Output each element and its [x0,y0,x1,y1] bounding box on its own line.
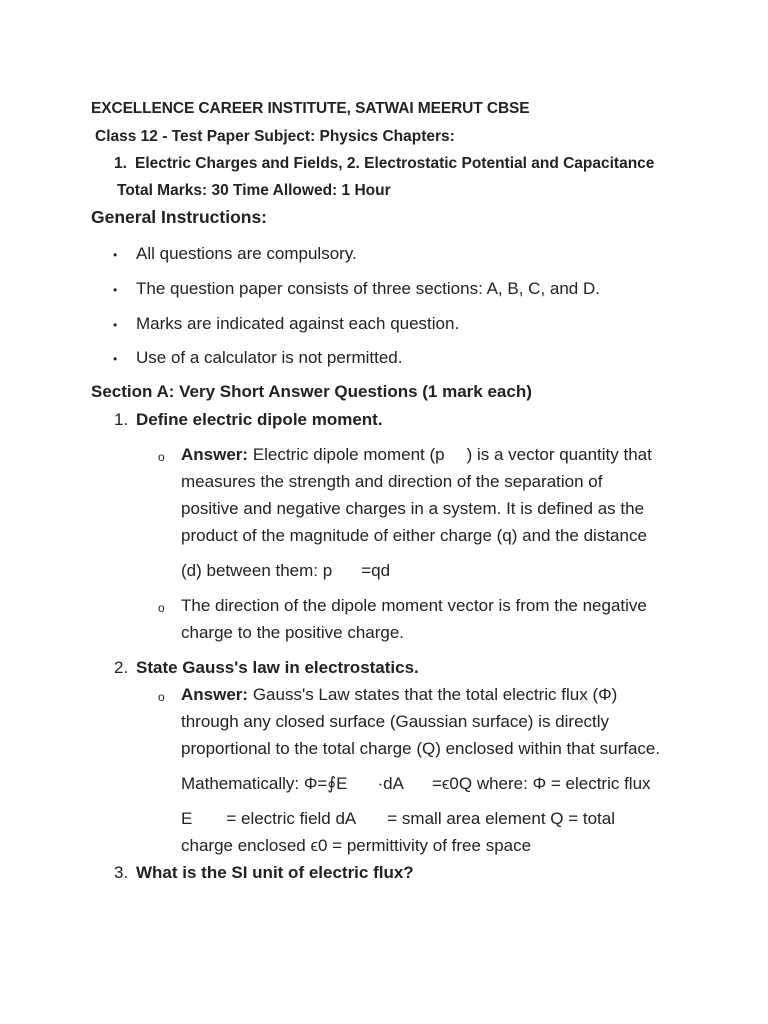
definition-line: charge enclosed ϵ0 = permittivity of free space [181,836,532,855]
formula-part: Mathematically: Φ=∮E [181,774,348,793]
instruction-item: Use of a calculator is not permitted. [136,348,403,367]
section-a-heading: Section A: Very Short Answer Questions (1 mark each) [91,382,532,401]
question-number: 2. [114,658,129,677]
answer-line: product of the magnitude of either charge (q) and the distance [181,526,647,545]
question-number: 3. [114,863,129,882]
bullet-icon: • [113,283,118,297]
answer-line: Gauss's Law states that the total electric flux (Φ) [252,685,618,704]
sub-bullet-icon: o [158,690,165,704]
answer-line: measures the strength and direction of the separation of [181,472,603,491]
sub-bullet-icon: o [158,601,165,615]
question-number: 1. [114,410,129,429]
general-instructions-heading: General Instructions: [91,207,268,227]
answer-line: Electric dipole moment (p [252,445,445,464]
answer-block [181,592,647,646]
answer-line: charge to the positive charge. [181,623,405,642]
chapters-line: Electric Charges and Fields, 2. Electrostatic Potential and Capacitance [135,155,655,172]
definition-part: = electric field dA [226,809,357,828]
formula-part: ·dA [377,774,404,793]
class-line: Class 12 - Test Paper Subject: Physics Chapters: [95,128,455,145]
answer-label: Answer: [181,445,249,464]
answer-block [181,441,652,549]
definitions-block [181,805,615,859]
sub-bullet-icon: o [158,450,165,464]
bullet-icon: • [113,318,118,332]
formula-part: =qd [361,561,391,580]
answer-block [181,681,660,762]
answer-line: through any closed surface (Gaussian surface) is directly [181,712,610,731]
institute-title: EXCELLENCE CAREER INSTITUTE, SATWAI MEERUT CBSE [91,100,530,117]
chapters-number: 1. [114,155,127,172]
marks-line: Total Marks: 30 Time Allowed: 1 Hour [117,182,391,199]
instruction-item: All questions are compulsory. [136,244,357,263]
answer-line: ) is a vector quantity that [466,445,652,464]
question-text: State Gauss's law in electrostatics. [136,658,419,677]
instruction-item: The question paper consists of three sections: A, B, C, and D. [136,279,600,298]
answer-line: positive and negative charges in a system. It is defined as the [181,499,645,518]
formula-line [181,557,390,584]
question-text: Define electric dipole moment. [136,410,383,429]
definition-part: = small area element Q = total [387,809,616,828]
answer-label: Answer: [181,685,249,704]
bullet-icon: • [113,352,118,366]
question-text: What is the SI unit of electric flux? [136,863,414,882]
bullet-icon: • [113,248,118,262]
definition-part: E [181,809,193,828]
instruction-item: Marks are indicated against each question. [136,314,460,333]
answer-line: The direction of the dipole moment vector is from the negative [181,596,647,615]
answer-line: proportional to the total charge (Q) enclosed within that surface. [181,739,661,758]
formula-line [181,770,651,797]
formula-part: (d) between them: p [181,561,333,580]
formula-part: =ϵ0Q where: Φ = electric flux [431,774,651,793]
